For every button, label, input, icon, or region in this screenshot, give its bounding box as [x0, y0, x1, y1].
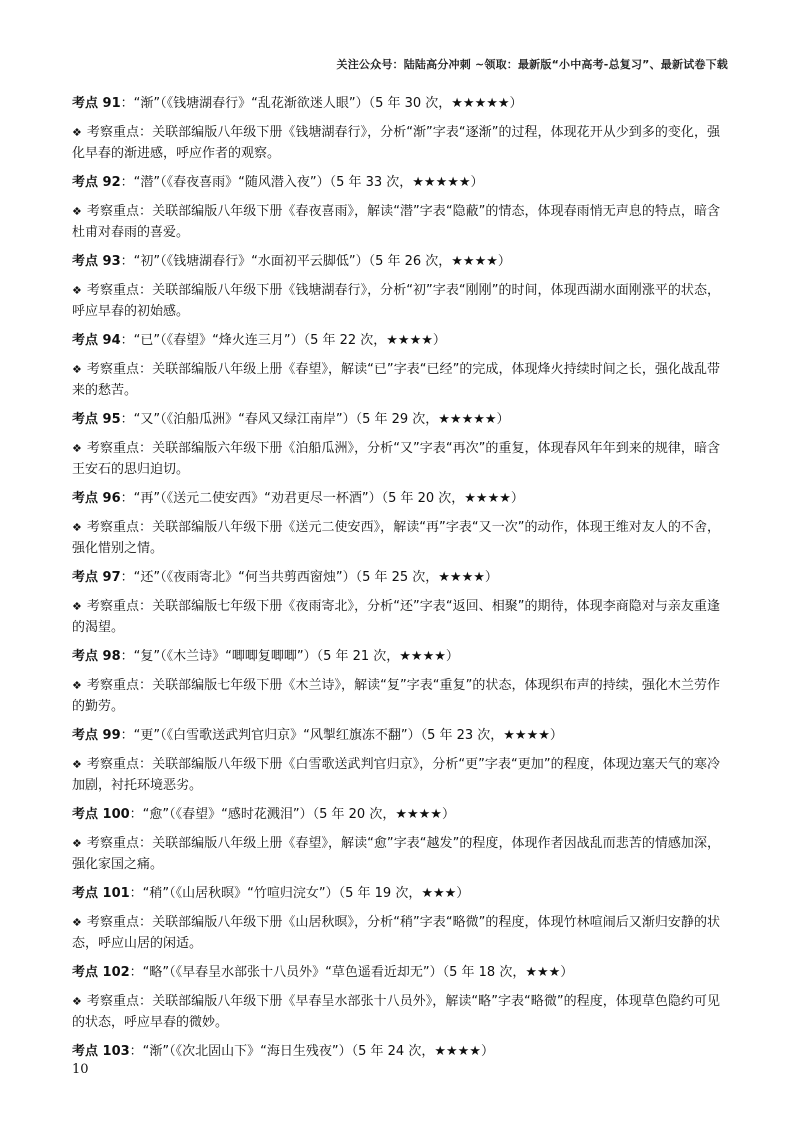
kaodian-note	[72, 280, 720, 322]
diamond-bullet-icon: ❖	[72, 205, 82, 218]
kaodian-note-text: 考察重点：关联部编版八年级下册《早春呈水部张十八员外》，解读“略”字表“略微”的程度，体现草色隐约可见的状态，呼应早春的微妙。	[72, 994, 720, 1030]
kaodian-title	[72, 410, 720, 430]
kaodian-label: 考点 99	[72, 728, 121, 743]
diamond-bullet-icon: ❖	[72, 600, 82, 613]
kaodian-desc: ：“愈”（《春望》“感时花溅泪”）（5 年 20 次，★★★★）	[129, 807, 455, 822]
kaodian-note	[72, 833, 720, 875]
kaodian-desc: ：“渐”（《钱塘湖春行》“乱花渐欲迷人眼”）（5 年 30 次，★★★★★）	[120, 96, 523, 111]
kaodian-note-text: 考察重点：关联部编版六年级下册《泊船瓜洲》，分析“又”字表“再次”的重复，体现春风年年到来的规律，暗含王安石的思归迫切。	[72, 441, 720, 477]
diamond-bullet-icon: ❖	[72, 442, 82, 455]
kaodian-desc: ：“更”（《白雪歌送武判官归京》“风掣红旗冻不翻”）（5 年 23 次，★★★★）	[120, 728, 563, 743]
kaodian-label: 考点 93	[72, 254, 121, 269]
kaodian-label: 考点 100	[72, 807, 130, 822]
kaodian-label: 考点 101	[72, 886, 130, 901]
kaodian-title	[72, 173, 720, 193]
kaodian-desc: ：“已”（《春望》“烽火连三月”）（5 年 22 次，★★★★）	[120, 333, 446, 348]
kaodian-desc: ：“再”（《送元二使安西》“劝君更尽一杯酒”）（5 年 20 次，★★★★）	[120, 491, 524, 506]
kaodian-note-text: 考察重点：关联部编版七年级下册《夜雨寄北》，分析“还”字表“返回、相聚”的期待，体现李商隐对与亲友重逢的渴望。	[72, 599, 720, 635]
kaodian-item	[72, 805, 720, 875]
diamond-bullet-icon: ❖	[72, 837, 82, 850]
page-header: 关注公众号：陆陆高分冲刺 ~领取：最新版“小中高考-总复习”、最新试卷下载	[336, 58, 728, 71]
kaodian-title	[72, 568, 720, 588]
kaodian-item	[72, 94, 720, 164]
kaodian-title	[72, 94, 720, 114]
kaodian-note	[72, 596, 720, 638]
diamond-bullet-icon: ❖	[72, 284, 82, 297]
kaodian-title	[72, 1042, 720, 1062]
kaodian-desc: ：“初”（《钱塘湖春行》“水面初平云脚低”）（5 年 26 次，★★★★）	[120, 254, 511, 269]
kaodian-item	[72, 410, 720, 480]
kaodian-label: 考点 96	[72, 491, 121, 506]
kaodian-note-text: 考察重点：关联部编版八年级上册《春望》，解读“已”字表“已经”的完成，体现烽火持续时间之长，强化战乱带来的愁苦。	[72, 362, 720, 398]
kaodian-note-text: 考察重点：关联部编版八年级下册《钱塘湖春行》，分析“初”字表“刚刚”的时间，体现西湖水面刚涨平的状态，呼应早春的初始感。	[72, 283, 720, 319]
kaodian-note	[72, 517, 720, 559]
kaodian-desc: ：“渐”（《次北固山下》“海日生残夜”）（5 年 24 次，★★★★）	[129, 1044, 494, 1059]
content	[72, 94, 720, 1070]
kaodian-item	[72, 489, 720, 559]
kaodian-label: 考点 94	[72, 333, 121, 348]
kaodian-label: 考点 95	[72, 412, 121, 427]
diamond-bullet-icon: ❖	[72, 758, 82, 771]
kaodian-desc: ：“潜”（《春夜喜雨》“随风潜入夜”）（5 年 33 次，★★★★★）	[120, 175, 484, 190]
kaodian-title	[72, 963, 720, 983]
kaodian-desc: ：“还”（《夜雨寄北》“何当共剪西窗烛”）（5 年 25 次，★★★★）	[120, 570, 498, 585]
kaodian-label: 考点 91	[72, 96, 121, 111]
kaodian-note-text: 考察重点：关联部编版八年级下册《送元二使安西》，解读“再”字表“又一次”的动作，体现王维对友人的不舍，强化惜别之情。	[72, 520, 720, 556]
kaodian-note-text: 考察重点：关联部编版八年级上册《春望》，解读“愈”字表“越发”的程度，体现作者因战乱而悲苦的情感加深，强化家国之痛。	[72, 836, 720, 872]
kaodian-title	[72, 489, 720, 509]
kaodian-label: 考点 103	[72, 1044, 130, 1059]
kaodian-note	[72, 201, 720, 243]
kaodian-note-text: 考察重点：关联部编版八年级下册《山居秋暝》，分析“稍”字表“略微”的程度，体现竹林喧闹后又渐归安静的状态，呼应山居的闲适。	[72, 915, 720, 951]
kaodian-item	[72, 963, 720, 1033]
kaodian-item	[72, 884, 720, 954]
kaodian-item	[72, 568, 720, 638]
kaodian-title	[72, 252, 720, 272]
kaodian-note	[72, 438, 720, 480]
kaodian-title	[72, 884, 720, 904]
kaodian-item	[72, 1042, 720, 1062]
kaodian-desc: ：“略”（《早春呈水部张十八员外》“草色遥看近却无”）（5 年 18 次，★★★）	[129, 965, 574, 980]
kaodian-note	[72, 359, 720, 401]
page-number: 10	[72, 1062, 89, 1077]
kaodian-title	[72, 331, 720, 351]
kaodian-note-text: 考察重点：关联部编版七年级下册《木兰诗》，解读“复”字表“重复”的状态，体现织布声的持续，强化木兰劳作的勤劳。	[72, 678, 720, 714]
kaodian-desc: ：“稍”（《山居秋暝》“竹喧归浣女”）（5 年 19 次，★★★）	[129, 886, 470, 901]
kaodian-title	[72, 805, 720, 825]
kaodian-item	[72, 726, 720, 796]
kaodian-label: 考点 98	[72, 649, 121, 664]
kaodian-note	[72, 122, 720, 164]
kaodian-note	[72, 754, 720, 796]
diamond-bullet-icon: ❖	[72, 916, 82, 929]
diamond-bullet-icon: ❖	[72, 679, 82, 692]
kaodian-note	[72, 991, 720, 1033]
kaodian-title	[72, 647, 720, 667]
kaodian-note	[72, 912, 720, 954]
kaodian-label: 考点 102	[72, 965, 130, 980]
kaodian-label: 考点 92	[72, 175, 121, 190]
kaodian-title	[72, 726, 720, 746]
kaodian-desc: ：“复”（《木兰诗》“唧唧复唧唧”）（5 年 21 次，★★★★）	[120, 649, 459, 664]
kaodian-note-text: 考察重点：关联部编版八年级下册《白雪歌送武判官归京》，分析“更”字表“更加”的程度，体现边塞天气的寒冷加剧，衬托环境恶劣。	[72, 757, 720, 793]
kaodian-desc: ：“又”（《泊船瓜洲》“春风又绿江南岸”）（5 年 29 次，★★★★★）	[120, 412, 510, 427]
kaodian-note-text: 考察重点：关联部编版八年级下册《钱塘湖春行》，分析“渐”字表“逐渐”的过程，体现花开从少到多的变化，强化早春的渐进感，呼应作者的观察。	[72, 125, 720, 161]
diamond-bullet-icon: ❖	[72, 126, 82, 139]
kaodian-note-text: 考察重点：关联部编版八年级下册《春夜喜雨》，解读“潜”字表“隐蔽”的情态，体现春雨悄无声息的特点，暗含杜甫对春雨的喜爱。	[72, 204, 720, 240]
kaodian-item	[72, 252, 720, 322]
diamond-bullet-icon: ❖	[72, 363, 82, 376]
diamond-bullet-icon: ❖	[72, 995, 82, 1008]
kaodian-item	[72, 647, 720, 717]
kaodian-note	[72, 675, 720, 717]
kaodian-label: 考点 97	[72, 570, 121, 585]
diamond-bullet-icon: ❖	[72, 521, 82, 534]
kaodian-item	[72, 173, 720, 243]
kaodian-item	[72, 331, 720, 401]
